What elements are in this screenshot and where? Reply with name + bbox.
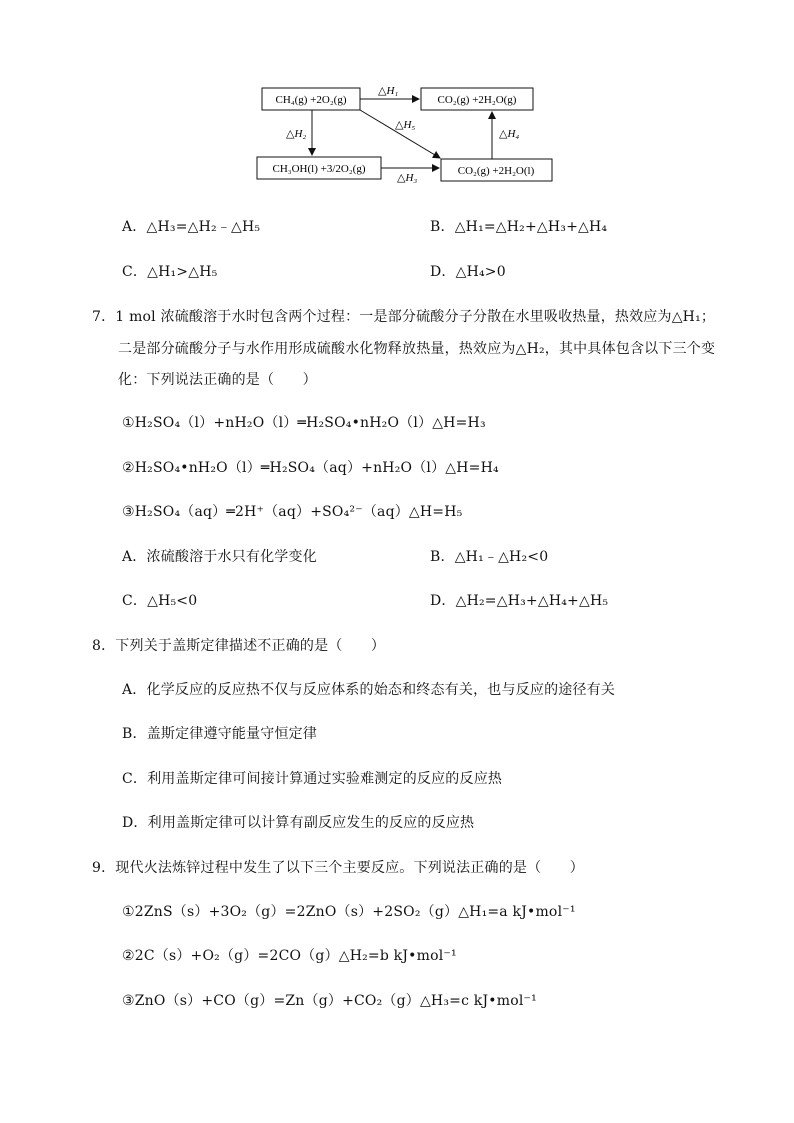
label-dh5: △H₅ bbox=[395, 119, 416, 131]
label-dh3: △H₃ bbox=[397, 172, 418, 184]
q7-option-d: D．△H₂=△H₃+△H₄+△H₅ bbox=[430, 593, 609, 609]
q6-option-a: A．△H₃=△H₂﹣△H₅ bbox=[122, 219, 261, 235]
label-dh4: △H₄ bbox=[499, 128, 520, 140]
box-co2-gas-label: CO₂(g) +2H₂O(g) bbox=[437, 94, 517, 106]
box-ch3oh-label: CH₃OH(l) +3/2O₂(g) bbox=[272, 163, 366, 175]
q7-equation-2: ②H₂SO₄•nH₂O（l）═H₂SO₄（aq）+nH₂O（l）△H=H₄ bbox=[122, 460, 499, 476]
arrow-dh5 bbox=[360, 110, 440, 158]
label-dh1: △H₁ bbox=[378, 85, 399, 97]
q7-option-a: A．浓硫酸溶于水只有化学变化 bbox=[122, 549, 317, 565]
q6-option-c: C．△H₁>△H₅ bbox=[122, 264, 218, 280]
q6-option-b: B．△H₁=△H₂+△H₃+△H₄ bbox=[430, 219, 608, 235]
q7-stem-line-2: 二是部分硫酸分子与水作用形成硫酸水化物释放热量，热效应为△H₂，其中具体包含以下三个变 bbox=[118, 341, 716, 357]
q7-stem-line-1: 7．1 mol 浓硫酸溶于水时包含两个过程：一是部分硫酸分子分散在水里吸收热量，热效应为△H₁； bbox=[92, 309, 716, 325]
q7-equation-3: ③H₂SO₄（aq）═2H⁺（aq）+SO₄²⁻（aq）△H=H₅ bbox=[122, 504, 463, 520]
q8-option-a: A．化学反应的反应热不仅与反应体系的始态和终态有关，也与反应的途径有关 bbox=[122, 682, 616, 698]
q6-option-d: D．△H₄>0 bbox=[430, 264, 506, 280]
q9-stem: 9．现代火法炼锌过程中发生了以下三个主要反应。下列说法正确的是（ ） bbox=[92, 860, 584, 876]
q9-equation-3: ③ZnO（s）+CO（g）=Zn（g）+CO₂（g）△H₃=c kJ•mol⁻¹ bbox=[122, 993, 537, 1009]
q9-equation-2: ②2C（s）+O₂（g）=2CO（g）△H₂=b kJ•mol⁻¹ bbox=[122, 948, 457, 964]
q9-equation-1: ①2ZnS（s）+3O₂（g）=2ZnO（s）+2SO₂（g）△H₁=a kJ•mol⁻¹ bbox=[122, 904, 576, 920]
q8-stem: 8．下列关于盖斯定律描述不正确的是（ ） bbox=[92, 638, 386, 654]
q7-equation-1: ①H₂SO₄（l）+nH₂O（l）═H₂SO₄•nH₂O（l）△H=H₃ bbox=[122, 415, 486, 431]
q8-option-c: C．利用盖斯定律可间接计算通过实验难测定的反应的反应热 bbox=[122, 771, 503, 787]
hess-cycle-diagram bbox=[0, 70, 794, 270]
q7-option-c: C．△H₅<0 bbox=[122, 593, 198, 609]
box-ch4-label: CH₄(g) +2O₂(g) bbox=[275, 94, 347, 106]
q7-option-b: B．△H₁﹣△H₂<0 bbox=[430, 549, 549, 565]
q7-stem-line-3: 化：下列说法正确的是（ ） bbox=[118, 372, 317, 388]
label-dh2: △H₂ bbox=[286, 128, 307, 140]
box-co2-liquid-label: CO₂(g) +2H₂O(l) bbox=[457, 165, 535, 177]
q8-option-d: D．利用盖斯定律可以计算有副反应发生的反应的反应热 bbox=[122, 815, 475, 831]
q8-option-b: B．盖斯定律遵守能量守恒定律 bbox=[122, 726, 318, 742]
